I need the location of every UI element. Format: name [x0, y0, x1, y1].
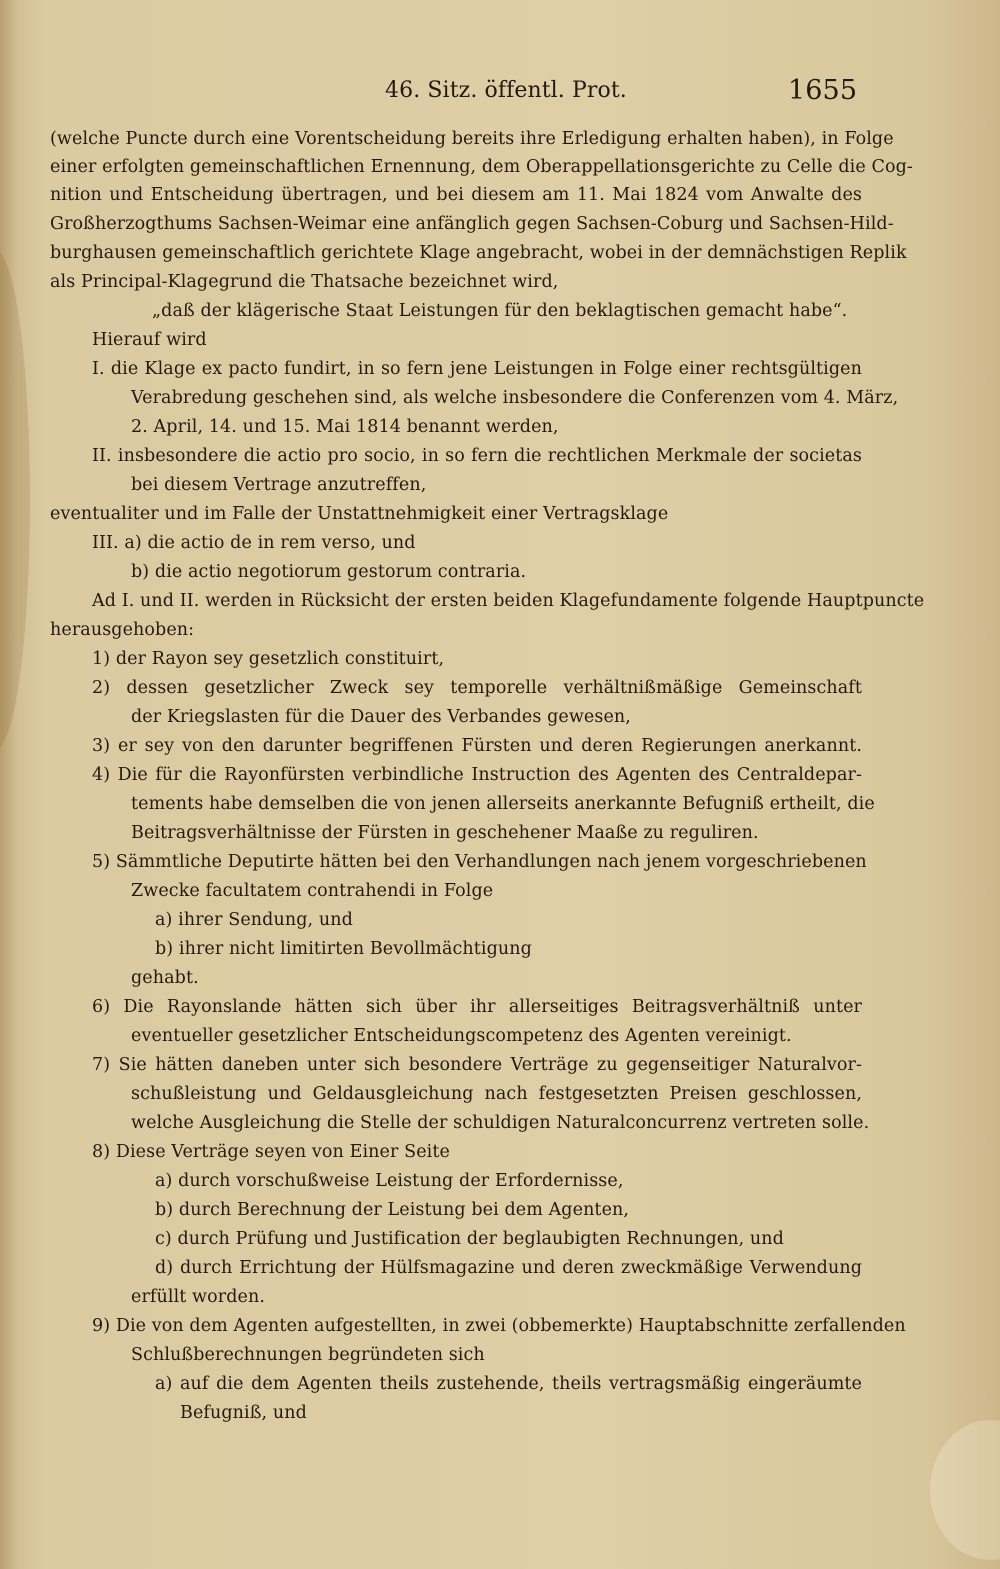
- sub-item: d) durch Errichtung der Hülfsmagazine und deren zweckmäßige Verwendung: [155, 1258, 862, 1278]
- numbered-item-continuation: welche Ausgleichung die Stelle der schuldigen Naturalconcurrenz vertreten solle.: [131, 1113, 870, 1133]
- text-line: einer erfolgten gemeinschaftlichen Ernennung, dem Oberappellationsgerichte zu Celle die Cog-: [50, 157, 913, 177]
- numbered-item-continuation: der Kriegslasten für die Dauer des Verbandes gewesen,: [131, 707, 631, 727]
- numbered-item-continuation: Zwecke facultatem contrahendi in Folge: [131, 881, 494, 901]
- numbered-item-continuation: schußleistung und Geldausgleichung nach festgesetzten Preisen geschlossen,: [131, 1084, 862, 1104]
- list-item: b) die actio negotiorum gestorum contraria.: [131, 562, 527, 582]
- paper-stain: [930, 1420, 1000, 1560]
- list-item: I. die Klage ex pacto fundirt, in so fern jene Leistungen in Folge einer rechtsgültigen: [92, 359, 862, 379]
- numbered-item: 7) Sie hätten daneben unter sich besondere Verträge zu gegenseitiger Naturalvor-: [92, 1055, 862, 1075]
- paper-stain: [0, 250, 30, 750]
- numbered-item: 4) Die für die Rayonfürsten verbindliche Instruction des Agenten des Centraldepar-: [92, 765, 862, 785]
- numbered-item: 6) Die Rayonslande hätten sich über ihr allerseitiges Beitragsverhältniß unter: [92, 997, 862, 1017]
- sub-item: a) auf die dem Agenten theils zustehende, theils vertragsmäßig eingeräumte: [155, 1374, 862, 1394]
- text-line: als Principal-Klagegrund die Thatsache bezeichnet wird,: [50, 272, 559, 292]
- text-line: burghausen gemeinschaftlich gerichtete Klage angebracht, wobei in der demnächstigen Replik: [50, 243, 907, 263]
- numbered-item: 9) Die von dem Agenten aufgestellten, in zwei (obbemerkte) Hauptabschnitte zerfallenden: [92, 1316, 906, 1336]
- text-line: eventualiter und im Falle der Unstattnehmigkeit einer Vertragsklage: [50, 504, 669, 524]
- sub-item: b) ihrer nicht limitirten Bevollmächtigung: [155, 939, 532, 959]
- sub-item-continuation: Befugniß, und: [180, 1403, 307, 1423]
- sub-item: c) durch Prüfung und Justification der beglaubigten Rechnungen, und: [155, 1229, 784, 1249]
- numbered-item: 5) Sämmtliche Deputirte hätten bei den Verhandlungen nach jenem vorgeschriebenen: [92, 852, 867, 872]
- numbered-item: 1) der Rayon sey gesetzlich constituirt,: [92, 649, 445, 669]
- sub-item: a) ihrer Sendung, und: [155, 910, 353, 930]
- list-item-continuation: Verabredung geschehen sind, als welche insbesondere die Conferenzen vom 4. März,: [131, 388, 899, 408]
- list-item: II. insbesondere die actio pro socio, in so fern die rechtlichen Merkmale der societas: [92, 446, 862, 466]
- sub-item: b) durch Berechnung der Leistung bei dem Agenten,: [155, 1200, 630, 1220]
- numbered-item-continuation: tements habe demselben die von jenen allerseits anerkannte Befugniß ertheilt, die: [131, 794, 875, 814]
- numbered-item-continuation: eventueller gesetzlicher Entscheidungscompetenz des Agenten vereinigt.: [131, 1026, 792, 1046]
- numbered-item-continuation: Schlußberechnungen begründeten sich: [131, 1345, 485, 1365]
- text-line: herausgehoben:: [50, 620, 195, 640]
- page-number: 1655: [788, 75, 858, 106]
- text-line: Hierauf wird: [92, 330, 207, 350]
- numbered-item: 8) Diese Verträge seyen von Einer Seite: [92, 1142, 450, 1162]
- list-item: III. a) die actio de in rem verso, und: [92, 533, 416, 553]
- sub-item: a) durch vorschußweise Leistung der Erfordernisse,: [155, 1171, 624, 1191]
- quoted-claim: „daß der klägerische Staat Leistungen für den beklagtischen gemacht habe“.: [152, 301, 848, 321]
- list-item-continuation: bei diesem Vertrage anzutreffen,: [131, 475, 427, 495]
- text-line: nition und Entscheidung übertragen, und bei diesem am 11. Mai 1824 vom Anwalte des: [50, 185, 862, 205]
- numbered-item: 2) dessen gesetzlicher Zweck sey temporelle verhältnißmäßige Gemeinschaft: [92, 678, 862, 698]
- numbered-item-continuation: Beitragsverhältnisse der Fürsten in geschehener Maaße zu reguliren.: [131, 823, 759, 843]
- numbered-item-continuation: erfüllt worden.: [131, 1287, 266, 1307]
- numbered-item-continuation: gehabt.: [131, 968, 199, 988]
- numbered-item: 3) er sey von den darunter begriffenen Fürsten und deren Regierungen anerkannt.: [92, 736, 862, 756]
- text-line: Großherzogthums Sachsen-Weimar eine anfänglich gegen Sachsen-Coburg und Sachsen-Hild-: [50, 214, 894, 234]
- list-item-continuation: 2. April, 14. und 15. Mai 1814 benannt werden,: [131, 417, 559, 437]
- running-header: 46. Sitz. öffentl. Prot.: [385, 78, 627, 103]
- text-line: Ad I. und II. werden in Rücksicht der ersten beiden Klagefundamente folgende Hauptpuncte: [92, 591, 925, 611]
- text-line: (welche Puncte durch eine Vorentscheidung bereits ihre Erledigung erhalten haben), in Folge: [50, 129, 894, 149]
